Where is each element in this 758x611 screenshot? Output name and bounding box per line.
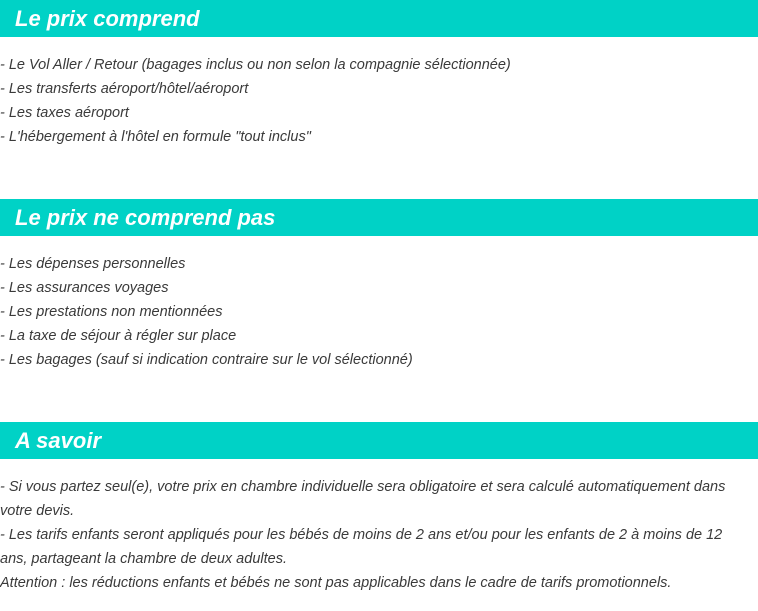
list-item: Attention : les réductions enfants et bébés ne sont pas applicables dans le cadre de tarifs promotionnels.: [0, 575, 672, 591]
section-title: Le prix comprend: [15, 5, 200, 31]
section-price-includes: [0, 0, 758, 149]
section-header: [0, 422, 758, 459]
section-header: [0, 0, 758, 37]
section-price-excludes: [0, 199, 758, 372]
list-item: - Les assurances voyages: [0, 280, 169, 296]
list-item: - L'hébergement à l'hôtel en formule "tout inclus": [0, 129, 311, 145]
section-title: Le prix ne comprend pas: [15, 204, 276, 230]
list-item: - Les prestations non mentionnées: [0, 304, 223, 320]
list-item: - Si vous partez seul(e), votre prix en chambre individuelle sera obligatoire et sera calculé automatiquement dans votre devis.: [0, 479, 726, 519]
list-item: - Les dépenses personnelles: [0, 256, 186, 272]
section-body: [0, 252, 758, 372]
section-body: [0, 53, 758, 149]
section-title: A savoir: [15, 427, 102, 453]
section-body: [0, 475, 758, 595]
section-header: [0, 199, 758, 236]
list-item: - Les transferts aéroport/hôtel/aéroport: [0, 81, 249, 97]
section-good-to-know: [0, 422, 758, 595]
list-item: - Les bagages (sauf si indication contraire sur le vol sélectionné): [0, 352, 413, 368]
list-item: - La taxe de séjour à régler sur place: [0, 328, 237, 344]
list-item: - Les taxes aéroport: [0, 105, 129, 121]
list-item: - Les tarifs enfants seront appliqués pour les bébés de moins de 2 ans et/ou pour les enfants de 2 à moins de 12 ans, partageant la chambre de deux adultes.: [0, 527, 723, 567]
list-item: - Le Vol Aller / Retour (bagages inclus ou non selon la compagnie sélectionnée): [0, 57, 511, 73]
